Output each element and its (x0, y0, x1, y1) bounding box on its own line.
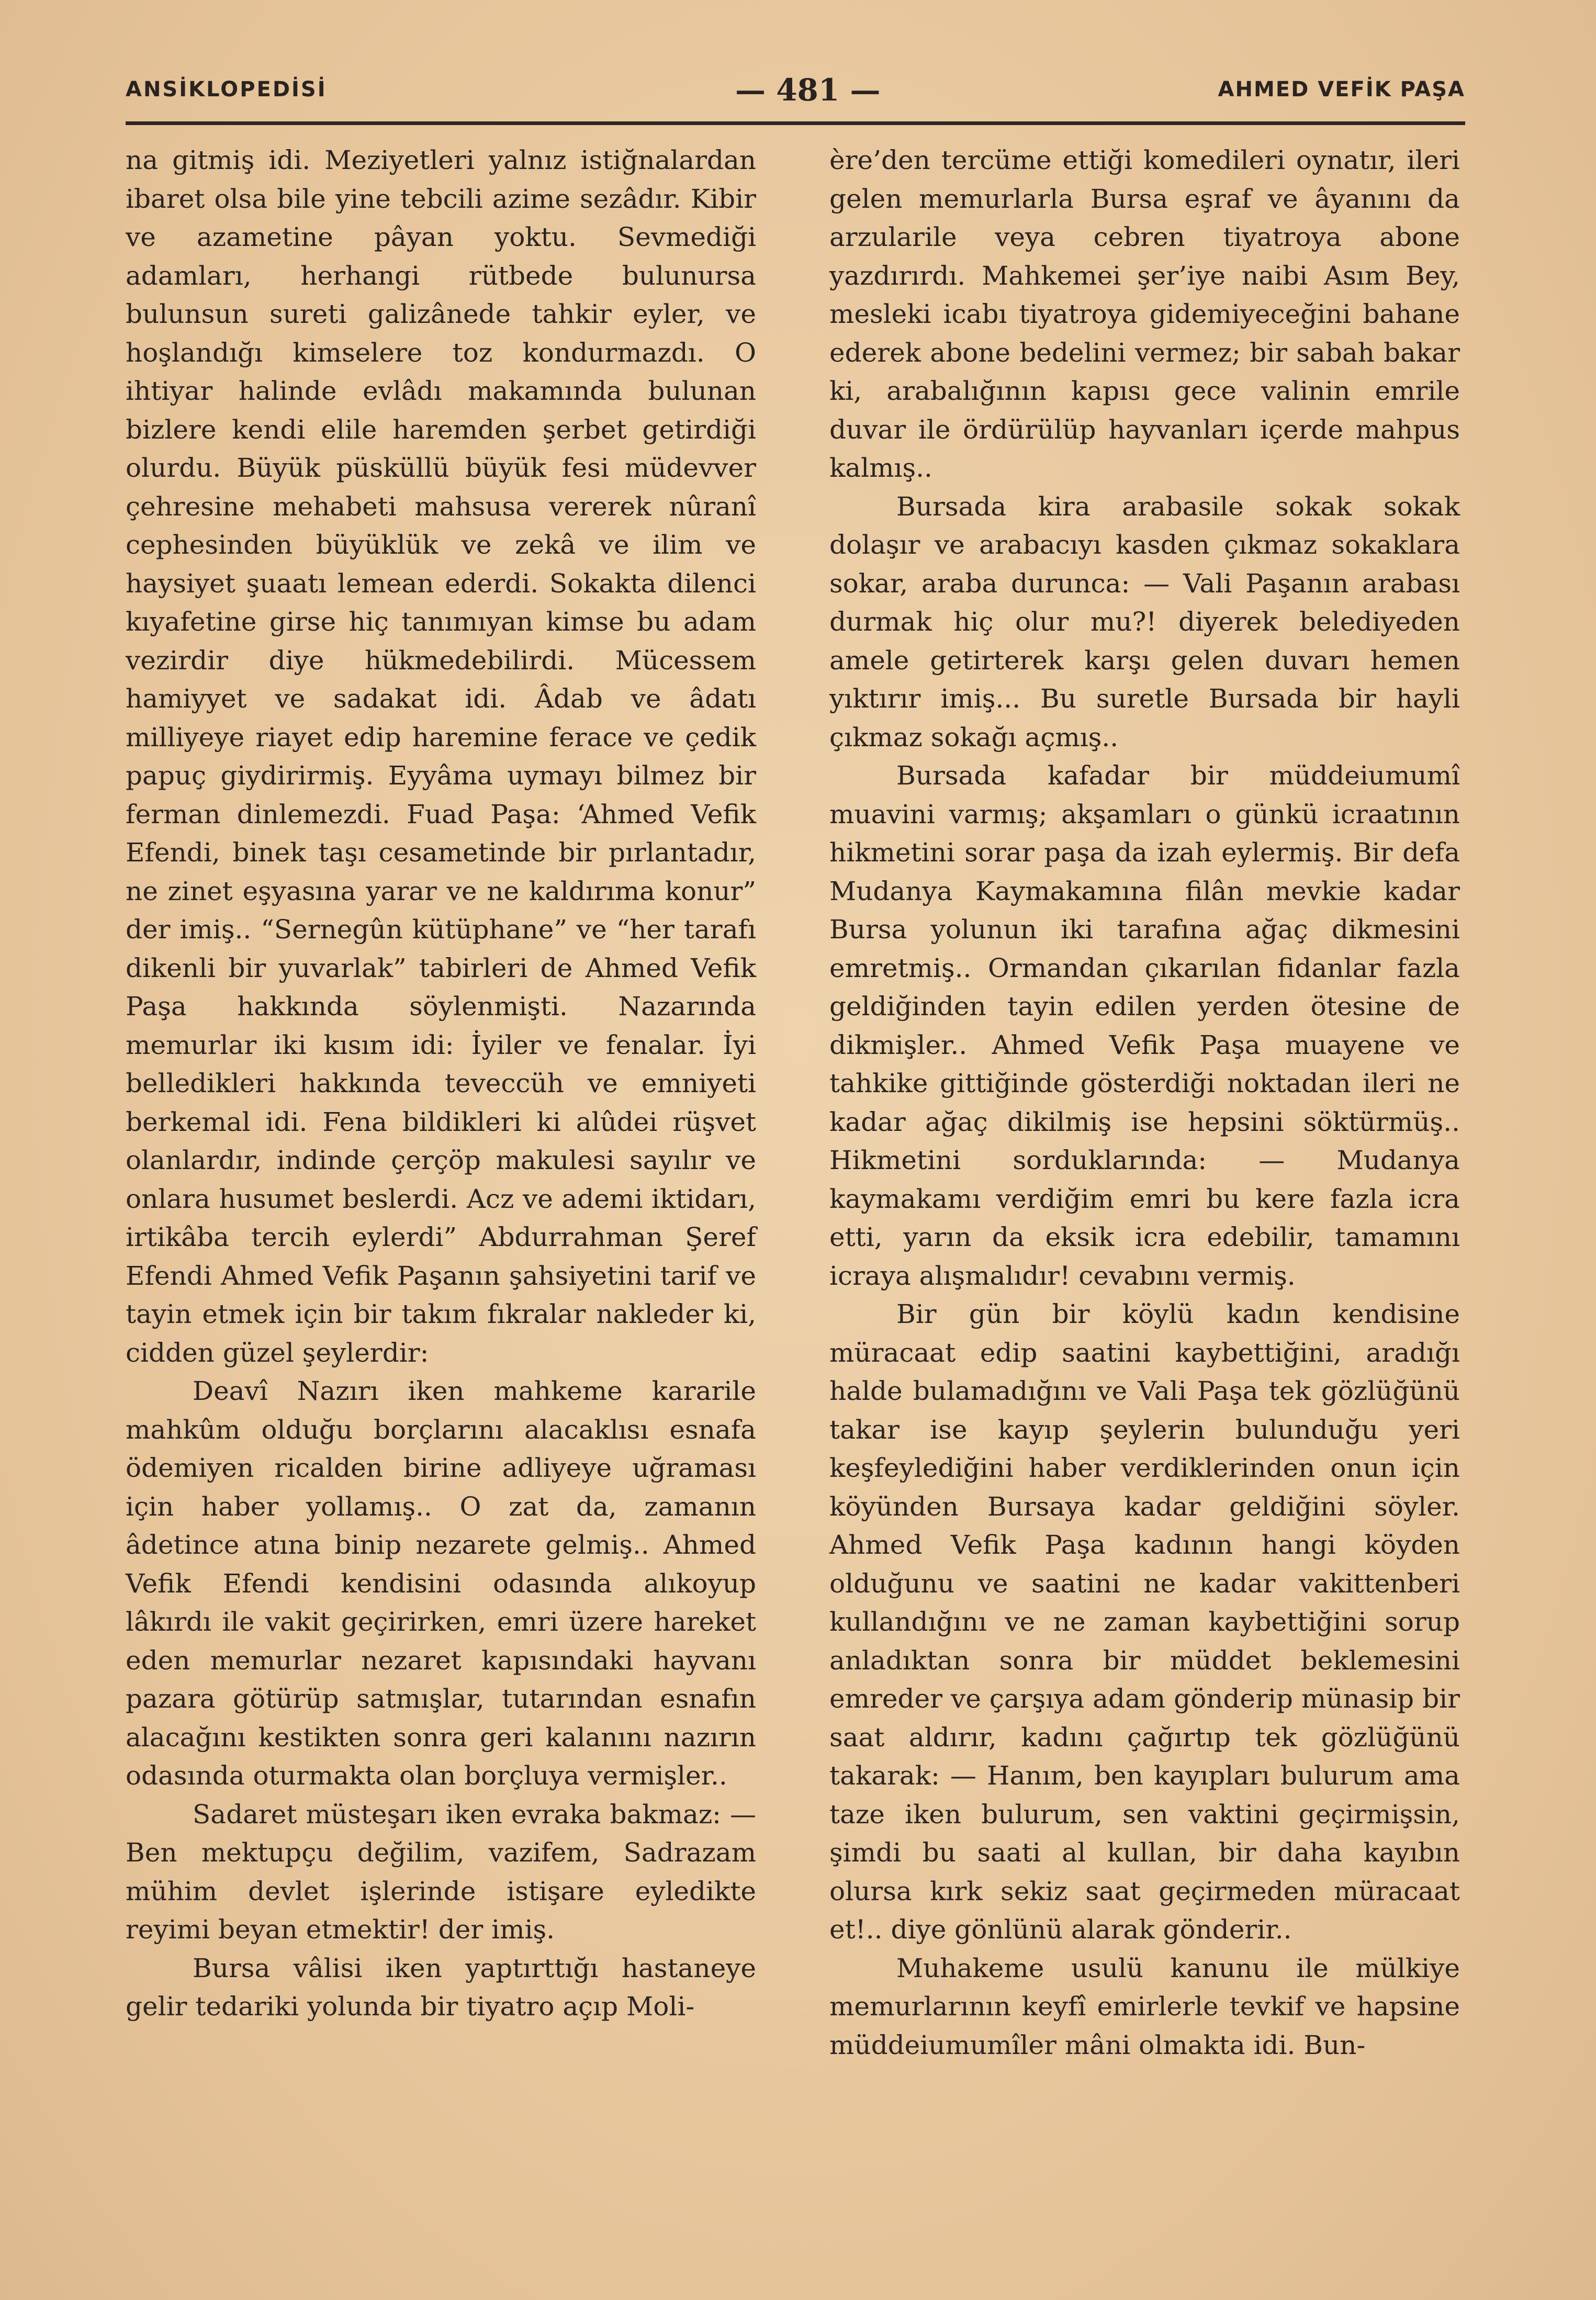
running-header (126, 72, 1465, 114)
left-column (126, 141, 756, 2026)
paragraph: Bursada kira arabasile sokak sokak dolaşır ve arabacıyı kasden çıkmaz sokaklara sokar, araba durunca: — Vali Paşanın arabası durmak hiç olur mu?! diyerek belediyeden amele getirterek karşı gelen duvarı hemen yıktırır imiş... Bu suretle Bursada bir hayli çıkmaz sokağı açmış.. (829, 491, 1460, 753)
paragraph: na gitmiş idi. Meziyetleri yalnız istiğnalardan ibaret olsa bile yine tebcili azime sezâdır. Kibir ve azametine pâyan yoktu. Sevmediği adamları, herhangi rütbede bulunursa bulunsun sureti galizânede tahkir eyler, ve hoşlandığı kimselere toz kondurmazdı. O ihtiyar halinde evlâdı makamında bulunan bizlere kendi elile haremden şerbet getirdiği olurdu. Büyük püsküllü büyük fesi müdevver çehresine mehabeti mahsusa vererek nûranî cephesinden büyüklük ve zekâ ve ilim ve haysiyet şuaatı lemean ederdi. Sokakta dilenci kıyafetine girse hiç tanımıyan kimse bu adam vezirdir diye hükmedebilirdi. Mücessem hamiyyet ve sadakat idi. Âdab ve âdatı milliyeye riayet edip haremine ferace ve çedik papuç giydirirmiş. Eyyâma uymayı bilmez bir ferman dinlemezdi. Fuad Paşa: ‘Ahmed Vefik Efendi, binek taşı cesametinde bir pırlantadır, ne zinet eşyasına yarar ve ne kaldırıma konur” der imiş.. “Sernegûn kütüphane” ve “her tarafı dikenli bir yuvarlak” tabirleri de Ahmed Vefik Paşa hakkında söylenmişti. Nazarında memurlar iki kısım idi: İyiler ve fenalar. İyi belledikleri hakkında teveccüh ve emniyeti berkemal idi. Fena bildikleri ki alûdei rüşvet olanlardır, indinde çerçöp makulesi sayılır ve onlara husumet beslerdi. Acz ve ademi iktidarı, irtikâba tercih eylerdi” Abdurrahman Şeref Efendi Ahmed Vefik Paşanın şahsiyetini tarif ve tayin etmek için bir takım fıkralar nakleder ki, cidden güzel şeylerdir: (126, 145, 756, 1368)
paragraph: Deavî Nazırı iken mahkeme kararile mahkûm olduğu borçlarını alacaklısı esnafa ödemiyen ricalden birine adliyeye uğraması için haber yollamış.. O zat da, zamanın âdetince atına binip nezarete gelmiş.. Ahmed Vefik Efendi kendisini odasında alıkoyup lâkırdı ile vakit geçirirken, emri üzere hareket eden memurlar nezaret kapısındaki hayvanı pazara götürüp satmışlar, tutarından esnafın alacağını kestikten sonra geri kalanını nazırın odasında oturmakta olan borçluya vermişler.. (126, 1376, 756, 1791)
paragraph: Bursa vâlisi iken yaptırttığı hastaneye gelir tedariki yolunda bir tiyatro açıp Moli- (126, 1953, 756, 2022)
paragraph: Sadaret müsteşarı iken evraka bakmaz: — Ben mektupçu değilim, vazifem, Sadrazam mühim devlet işlerinde istişare eyledikte reyimi beyan etmektir! der imiş. (126, 1799, 756, 1945)
paragraph: Bir gün bir köylü kadın kendisine müracaat edip saatini kaybettiğini, aradığı halde bulamadığını ve Vali Paşa tek gözlüğünü takar ise kayıp şeylerin bulunduğu yeri keşfeylediğini haber verdiklerinden onun için köyünden Bursaya kadar geldiğini söyler. Ahmed Vefik Paşa kadının hangi köyden olduğunu ve saatini ne kadar vakittenberi kullandığını ve ne zaman kaybettiğini sorup anladıktan sonra bir müddet beklemesini emreder ve çarşıya adam gönderip münasip bir saat aldırır, kadını çağırtıp tek gözlüğünü takarak: — Hanım, ben kayıpları bulurum ama taze iken bulurum, sen vaktini geçirmişsin, şimdi bu saati al kullan, bir daha kayıbın olursa kırk sekiz saat geçirmeden müracaat et!.. diye gönlünü alarak gönderir.. (829, 1299, 1460, 1945)
right-column (829, 141, 1460, 2065)
header-title-left: ANSİKLOPEDİSİ (126, 77, 327, 102)
paragraph: ère’den tercüme ettiği komedileri oynatır, ileri gelen memurlarla Bursa eşraf ve âyanını da arzularile veya cebren tiyatroya abone yazdırırdı. Mahkemei şer’iye naibi Asım Bey, mesleki icabı tiyatroya gidemiyeceğini bahane ederek abone bedelini vermez; bir sabah bakar ki, arabalığının kapısı gece valinin emrile duvar ile ördürülüp hayvanları içerde mahpus kalmış.. (829, 145, 1460, 483)
page-number: — 481 — (735, 72, 881, 108)
header-title-right: AHMED VEFİK PAŞA (1218, 77, 1465, 102)
header-rule (126, 121, 1465, 125)
paragraph: Muhakeme usulü kanunu ile mülkiye memurlarının keyfî emirlerle tevkif ve hapsine müddeiumumîler mâni olmakta idi. Bun- (829, 1953, 1460, 2060)
paragraph: Bursada kafadar bir müddeiumumî muavini varmış; akşamları o günkü icraatının hikmetini sorar paşa da izah eylermiş. Bir defa Mudanya Kaymakamına filân mevkie kadar Bursa yolunun iki tarafına ağaç dikmesini emretmiş.. Ormandan çıkarılan fidanlar fazla geldiğinden tayin edilen yerden ötesine de dikmişler.. Ahmed Vefik Paşa muayene ve tahkike gittiğinde gösterdiği noktadan ileri ne kadar ağaç dikilmiş ise hepsini söktürmüş.. Hikmetini sorduklarında: — Mudanya kaymakamı verdiğim emri bu kere fazla icra etti, yarın da eksik icra edebilir, tamamını icraya alışmalıdır! cevabını vermiş. (829, 760, 1460, 1291)
